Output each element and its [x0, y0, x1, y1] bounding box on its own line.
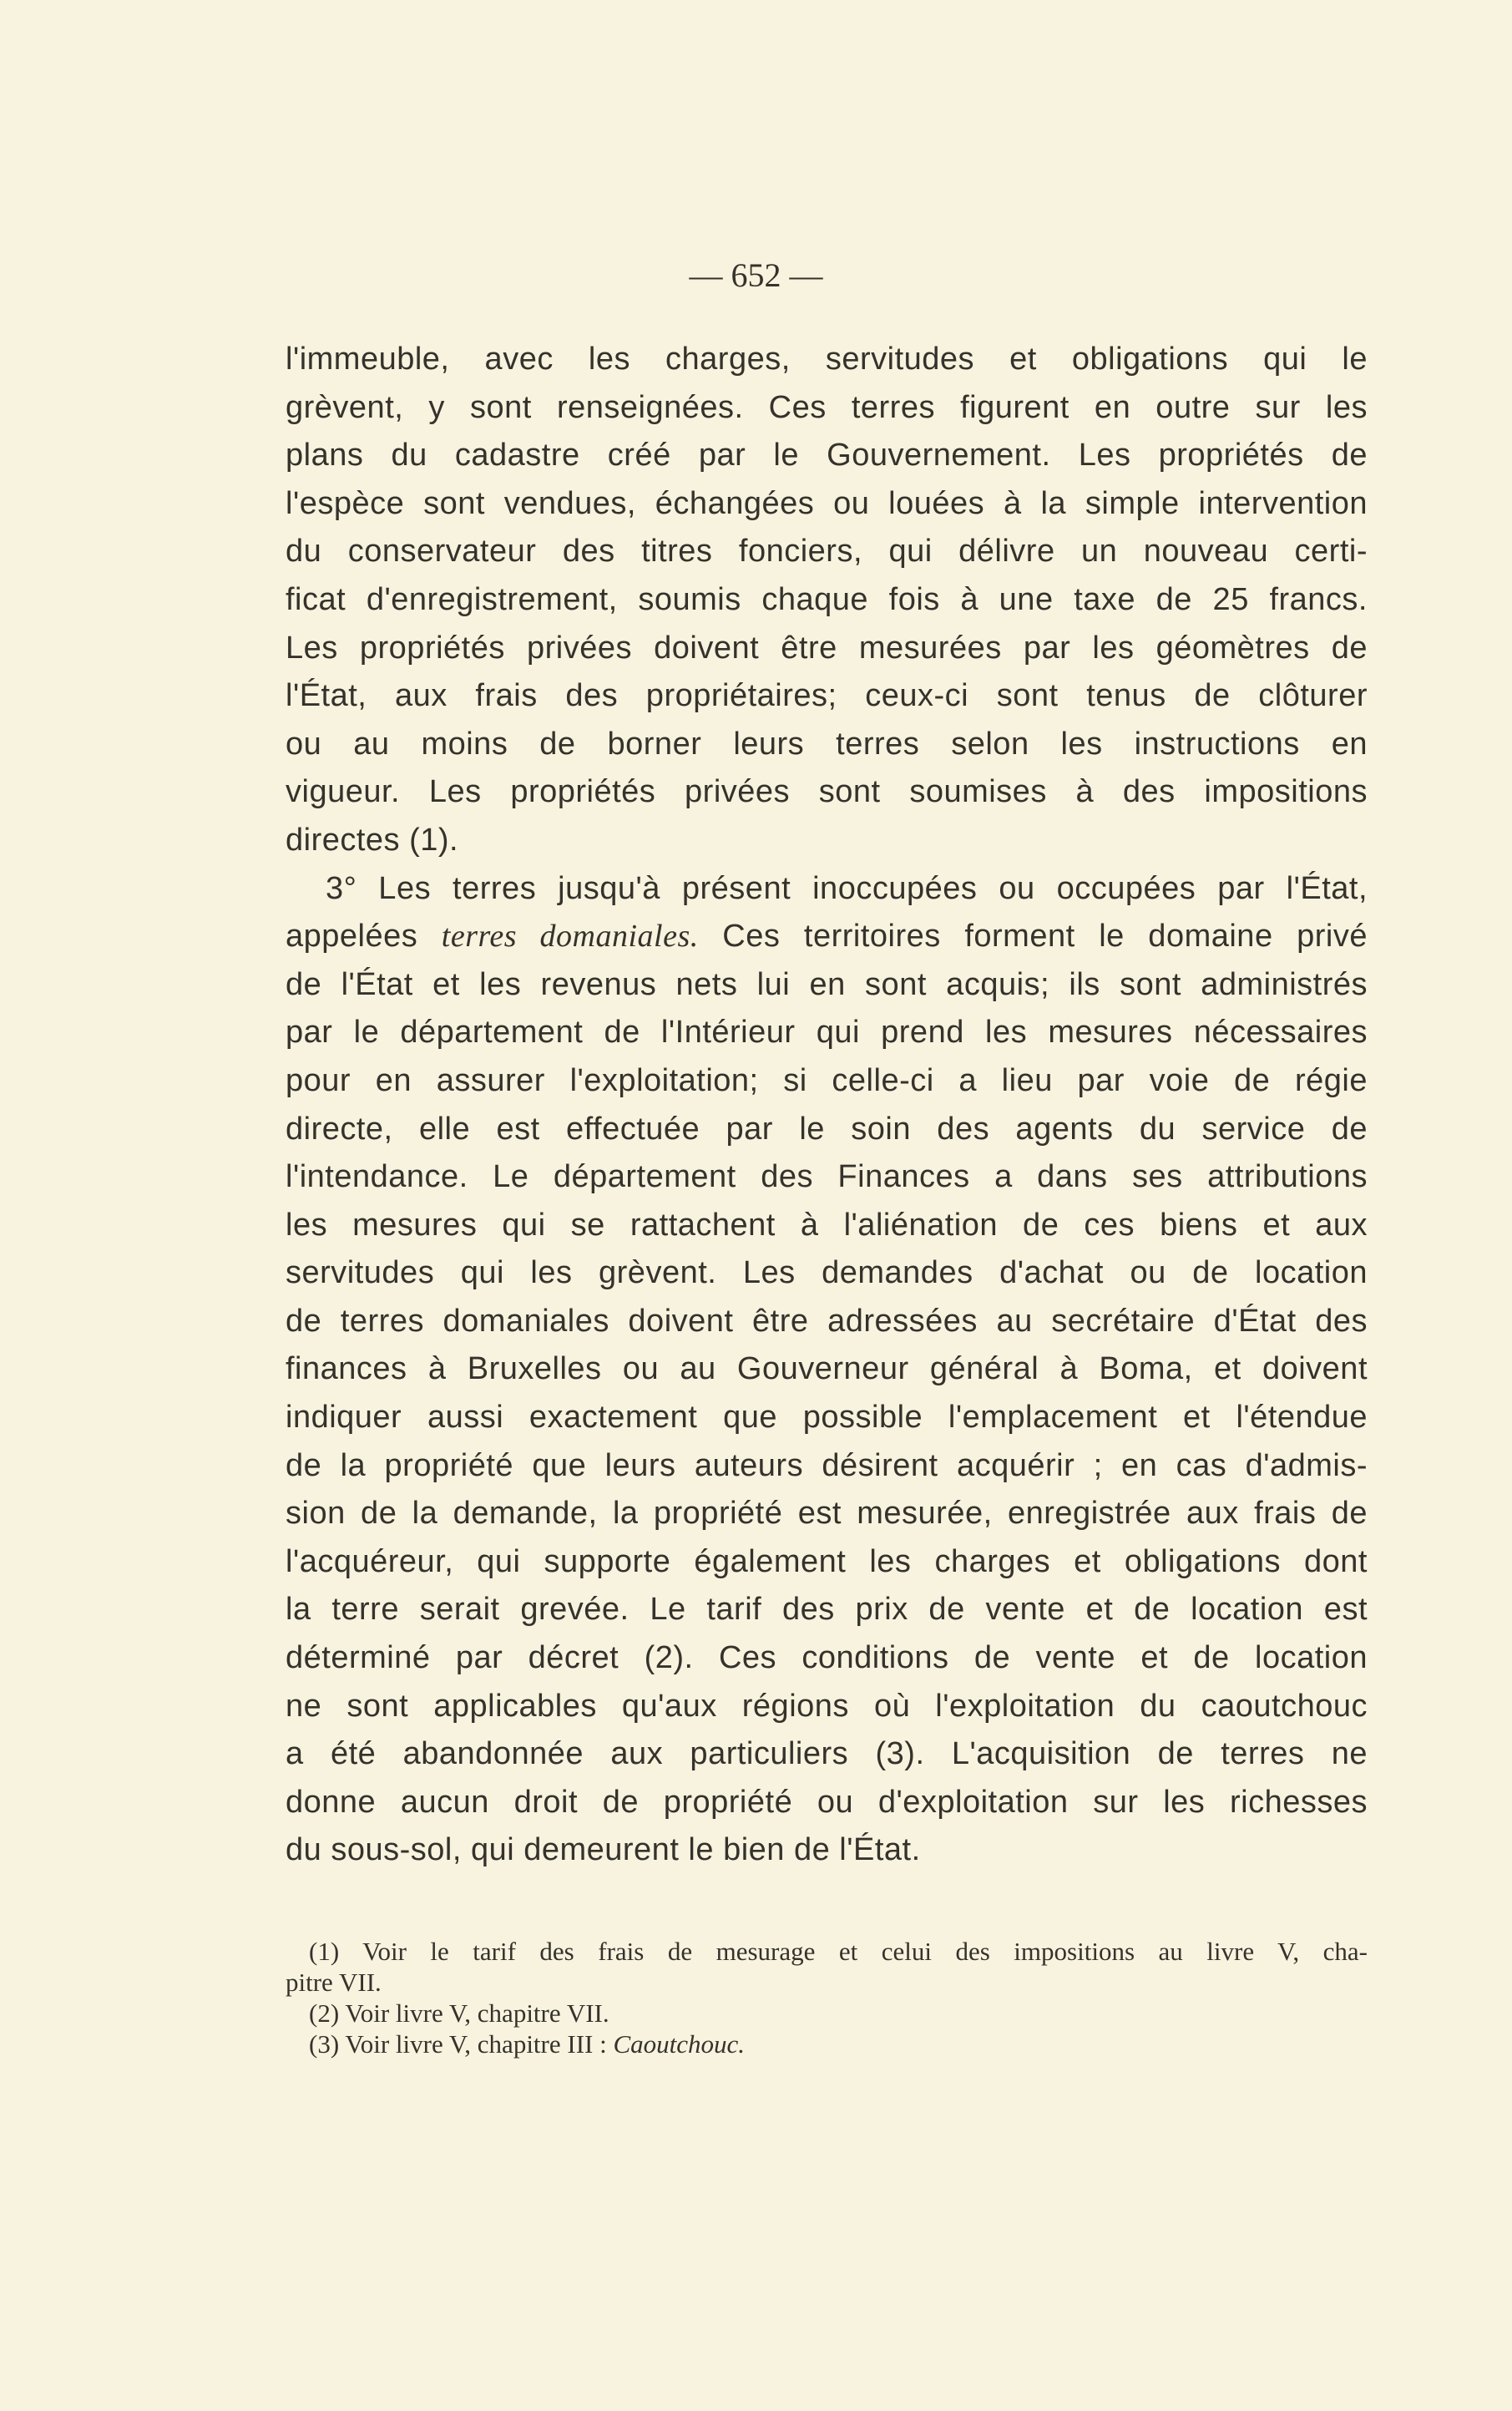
text-line: de la propriété que leurs auteurs désirent acquérir ; en cas d'admis-: [286, 1447, 1368, 1483]
body-text: [286, 336, 1368, 1875]
text-line: donne aucun droit de propriété ou d'exploitation sur les richesses: [286, 1784, 1368, 1820]
text-line: ficat d'enregistrement, soumis chaque fois à une taxe de 25 francs.: [286, 581, 1368, 617]
text-line: l'espèce sont vendues, échangées ou louées à la simple intervention: [286, 485, 1368, 521]
footnote-2: (2) Voir livre V, chapitre VII.: [309, 1998, 609, 2028]
text-line: appelées terres domaniales. Ces territoires forment le domaine privé: [286, 919, 1368, 955]
text-line: ne sont applicables qu'aux régions où l'exploitation du caoutchouc: [286, 1688, 1368, 1724]
text-line: a été abandonnée aux particuliers (3). L'acquisition de terres ne: [286, 1736, 1368, 1772]
text-line: l'acquéreur, qui supporte également les charges et obligations dont: [286, 1543, 1368, 1579]
text-line: du conservateur des titres fonciers, qui délivre un nouveau certi-: [286, 534, 1368, 570]
text-line: directes (1).: [286, 822, 459, 858]
footnote-3: (3) Voir livre V, chapitre III : Caoutchouc.: [309, 2029, 746, 2059]
text-line: plans du cadastre créé par le Gouvernement. Les propriétés de: [286, 438, 1368, 474]
page-number: — 652 —: [689, 256, 823, 294]
text-line: vigueur. Les propriétés privées sont soumises à des impositions: [286, 774, 1368, 810]
text-line: finances à Bruxelles ou au Gouverneur général à Boma, et doivent: [286, 1351, 1368, 1387]
text-line: de terres domaniales doivent être adressées au secrétaire d'État des: [286, 1303, 1368, 1339]
italic-term: terres domaniales.: [441, 919, 699, 955]
text-line: grèvent, y sont renseignées. Ces terres figurent en outre sur les: [286, 389, 1368, 425]
text-line: indiquer aussi exactement que possible l'emplacement et l'étendue: [286, 1400, 1368, 1436]
text-line: Les propriétés privées doivent être mesurées par les géomètres de: [286, 630, 1368, 666]
text-line: servitudes qui les grèvent. Les demandes d'achat ou de location: [286, 1255, 1368, 1291]
text-line: de l'État et les revenus nets lui en sont acquis; ils sont administrés: [286, 966, 1368, 1002]
text-line: par le département de l'Intérieur qui prend les mesures nécessaires: [286, 1015, 1368, 1051]
text-line: déterminé par décret (2). Ces conditions de vente et de location: [286, 1640, 1368, 1676]
text-line: du sous-sol, qui demeurent le bien de l'État.: [286, 1832, 921, 1868]
text-line: directe, elle est effectuée par le soin des agents du service de: [286, 1111, 1368, 1147]
footnotes: [286, 1936, 1368, 2059]
text-line: l'intendance. Le département des Finances a dans ses attributions: [286, 1159, 1368, 1195]
text-line: les mesures qui se rattachent à l'aliénation de ces biens et aux: [286, 1207, 1368, 1243]
text-line: l'État, aux frais des propriétaires; ceux-ci sont tenus de clôturer: [286, 678, 1368, 714]
footnote-1-cont: pitre VII.: [286, 1968, 382, 1997]
footnote-3-italic: Caoutchouc.: [613, 2029, 746, 2059]
text-line: sion de la demande, la propriété est mesurée, enregistrée aux frais de: [286, 1496, 1368, 1532]
text-line: la terre serait grevée. Le tarif des prix de vente et de location est: [286, 1592, 1368, 1628]
text-line: ou au moins de borner leurs terres selon les instructions en: [286, 726, 1368, 762]
footnote-1: (1) Voir le tarif des frais de mesurage et celui des impositions au livre V, cha-: [309, 1937, 1368, 1966]
text-line: 3° Les terres jusqu'à présent inoccupées ou occupées par l'État,: [326, 870, 1368, 906]
text-line: l'immeuble, avec les charges, servitudes et obligations qui le: [286, 342, 1368, 377]
text-line: pour en assurer l'exploitation; si celle-ci a lieu par voie de régie: [286, 1062, 1368, 1098]
